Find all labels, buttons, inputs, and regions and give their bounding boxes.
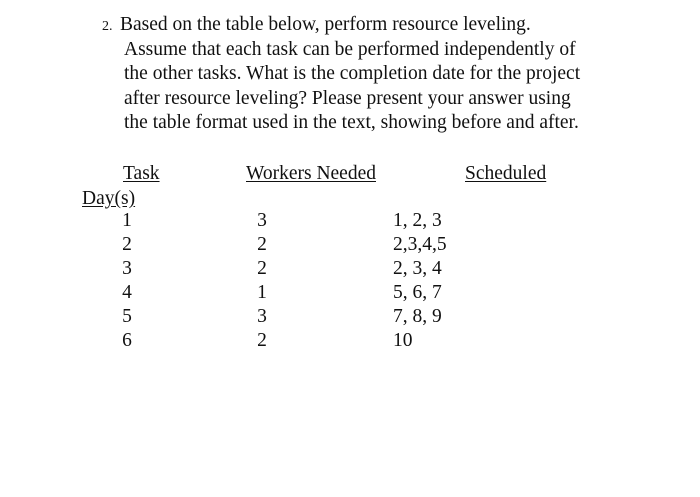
question-line: Based on the table below, perform resource leveling. bbox=[120, 14, 531, 35]
task-cell: 5 bbox=[122, 306, 132, 327]
table-row bbox=[0, 257, 700, 281]
workers-cell: 2 bbox=[257, 234, 267, 255]
table-row bbox=[0, 233, 700, 257]
column-header-scheduled: Scheduled bbox=[465, 163, 547, 184]
workers-cell: 1 bbox=[257, 282, 267, 303]
column-header-task: Task bbox=[123, 163, 160, 184]
task-cell: 2 bbox=[122, 234, 132, 255]
scheduled-cell: 1, 2, 3 bbox=[393, 210, 442, 231]
question-text bbox=[120, 13, 580, 136]
question-line: after resource leveling? Please present your answer using bbox=[124, 87, 571, 109]
question-number: 2. bbox=[102, 19, 113, 34]
column-header-days: Day(s) bbox=[82, 188, 136, 209]
task-cell: 4 bbox=[122, 282, 132, 303]
task-cell: 3 bbox=[122, 258, 132, 279]
workers-cell: 3 bbox=[257, 210, 267, 231]
scheduled-cell: 7, 8, 9 bbox=[393, 306, 442, 327]
scheduled-cell: 2, 3, 4 bbox=[393, 258, 442, 279]
table-row bbox=[0, 209, 700, 233]
question-line: the other tasks. What is the completion date for the project bbox=[124, 63, 581, 84]
question-line: the table format used in the text, showing before and after. bbox=[124, 112, 579, 133]
table-row bbox=[0, 329, 700, 353]
scheduled-cell: 2,3,4,5 bbox=[393, 234, 447, 255]
workers-cell: 2 bbox=[257, 330, 267, 351]
table-row bbox=[0, 305, 700, 329]
task-cell: 1 bbox=[122, 210, 132, 231]
table-row bbox=[0, 281, 700, 305]
task-cell: 6 bbox=[122, 330, 132, 351]
workers-cell: 2 bbox=[257, 258, 267, 279]
column-header-workers-needed: Workers Needed bbox=[246, 163, 376, 184]
question-line: Assume that each task can be performed independently of bbox=[124, 38, 576, 60]
scheduled-cell: 10 bbox=[393, 330, 413, 351]
scheduled-cell: 5, 6, 7 bbox=[393, 282, 442, 303]
workers-cell: 3 bbox=[257, 306, 267, 327]
